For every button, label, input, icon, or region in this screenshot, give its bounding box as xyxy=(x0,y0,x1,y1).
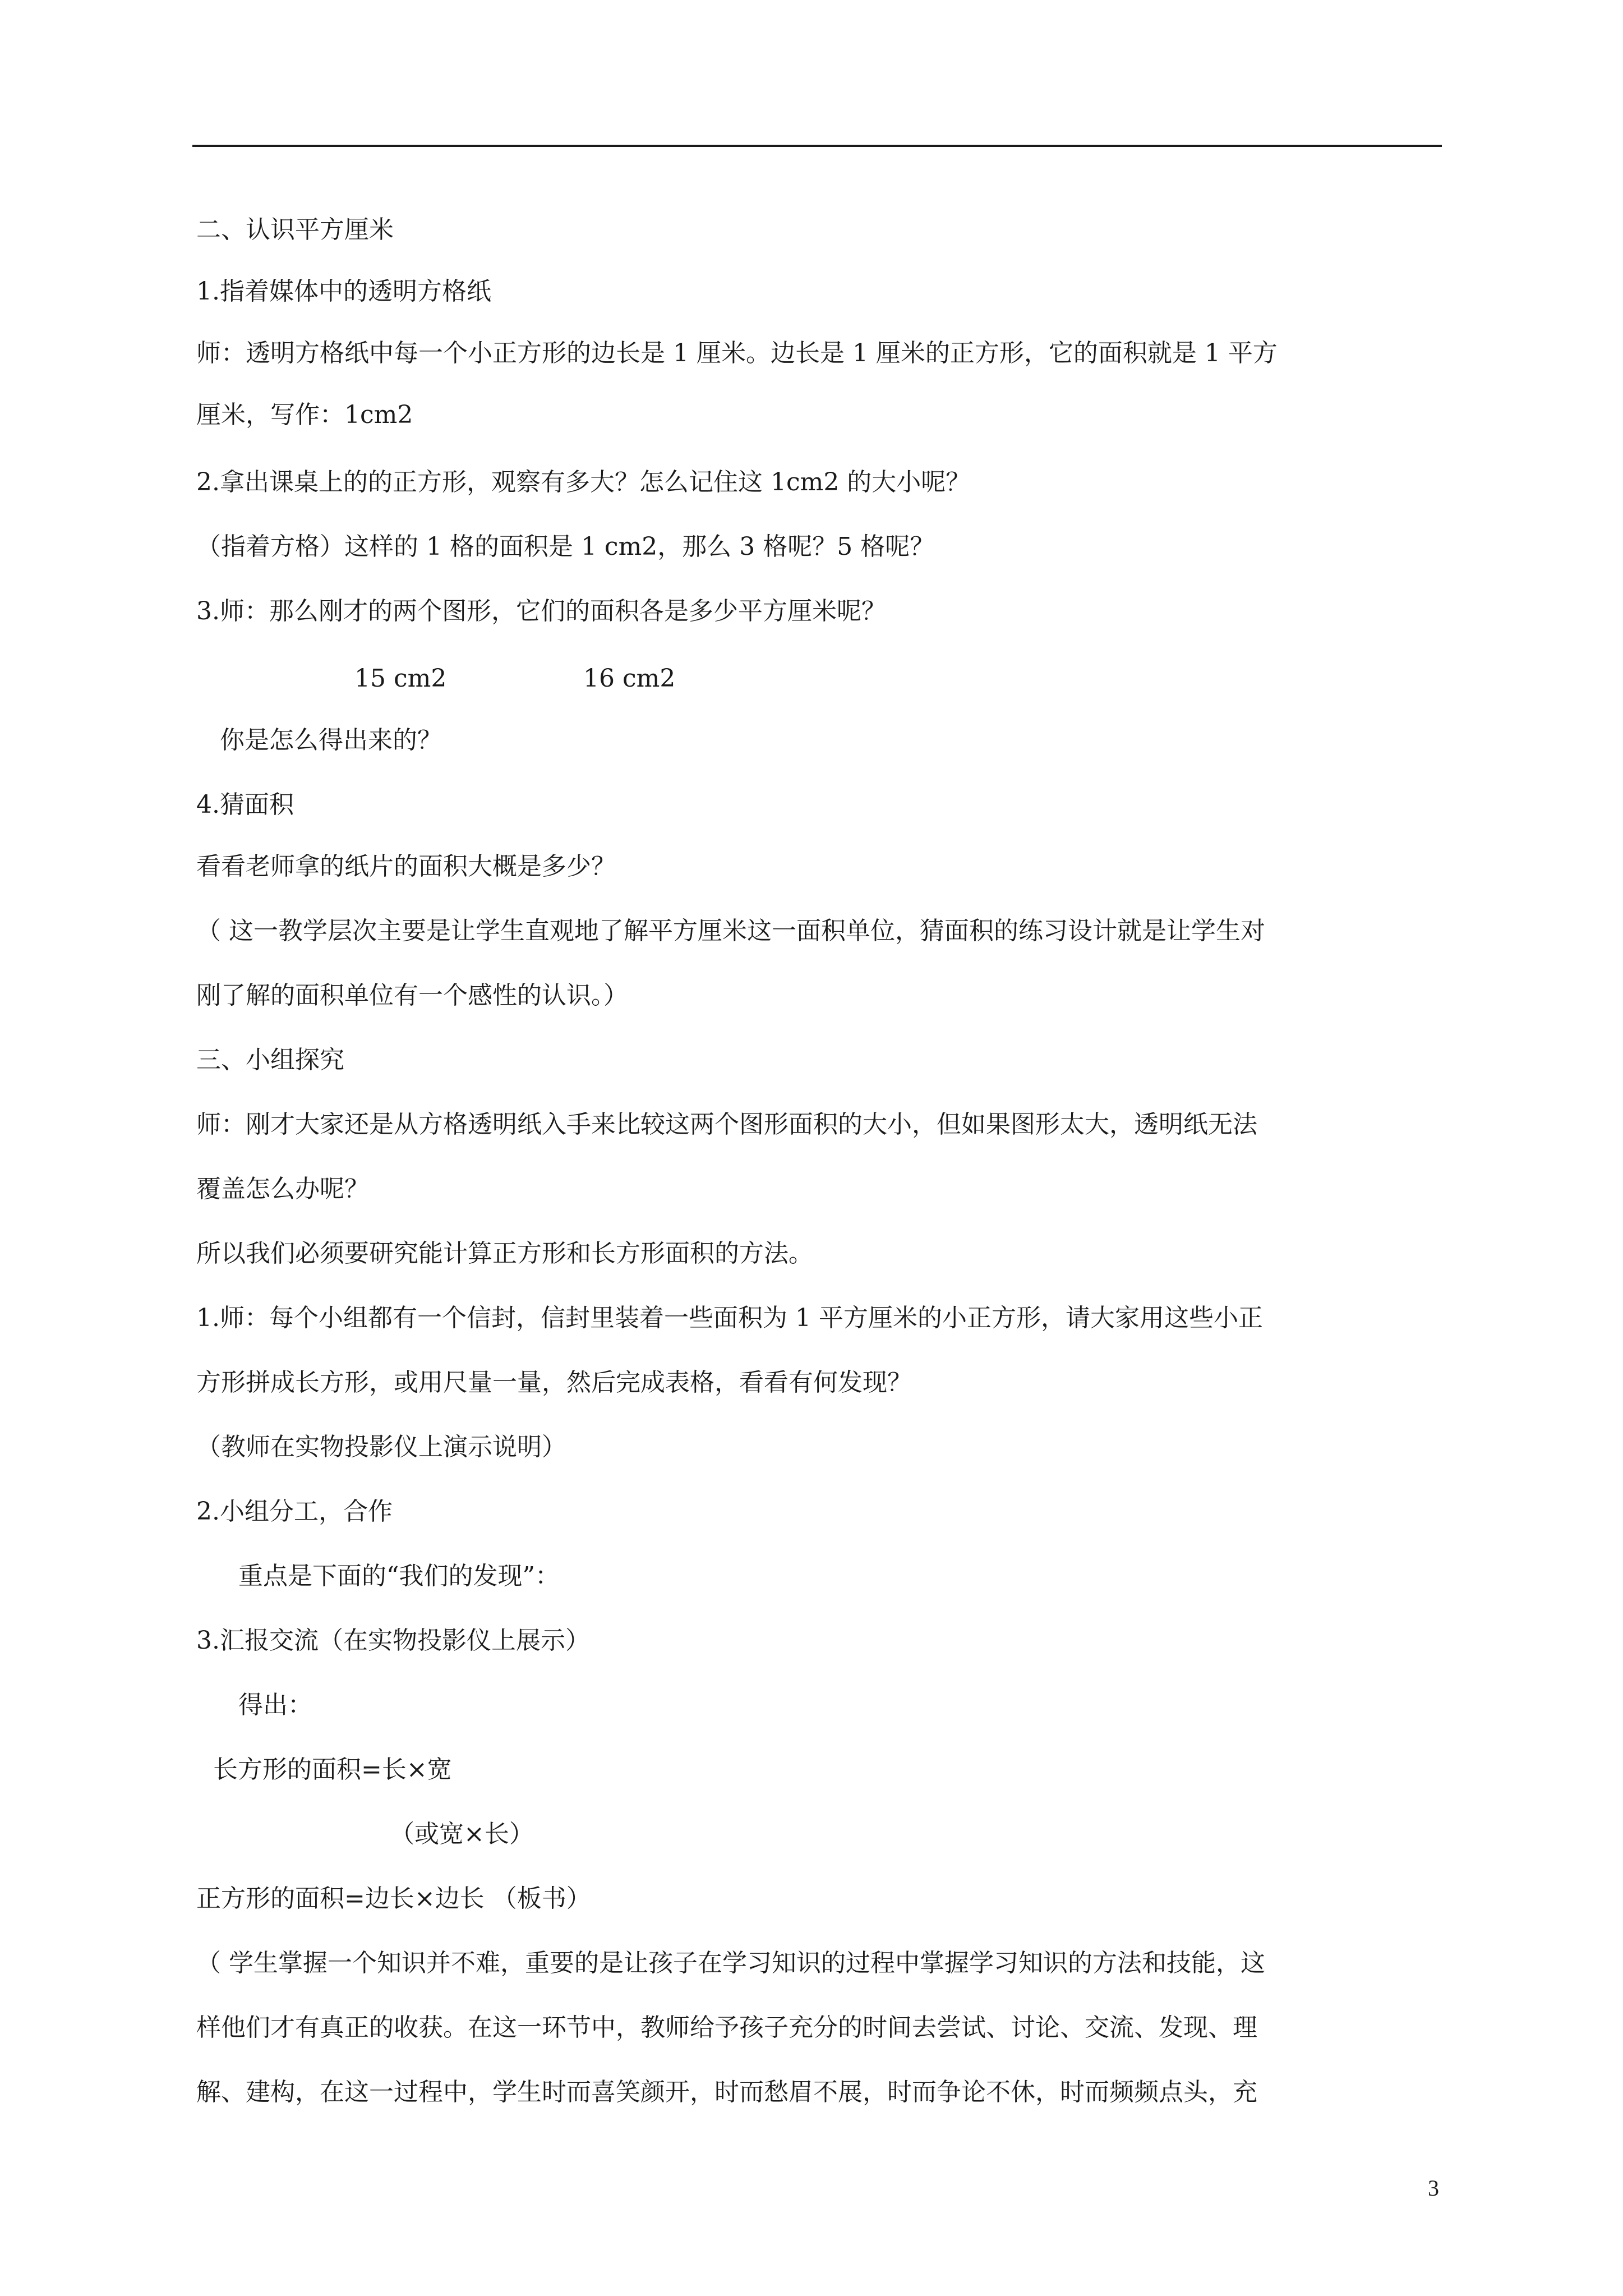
need-method: 所以我们必须要研究能计算正方形和长方形面积的方法。 xyxy=(196,1239,813,1268)
step-3-two-shapes: 3.师：那么刚才的两个图形，它们的面积各是多少平方厘米呢？ xyxy=(196,597,886,625)
header-rule xyxy=(192,145,1442,147)
teacher-question-line-2: 覆盖怎么办呢？ xyxy=(196,1175,369,1203)
step-2-observe-square: 2.拿出课桌上的的正方形，观察有多大？怎么记住这 1cm2 的大小呢？ xyxy=(196,468,971,496)
page-number: 3 xyxy=(1428,2175,1439,2201)
conclusion-label: 得出： xyxy=(238,1691,312,1719)
design-note-line-2: 刚了解的面积单位有一个感性的认识。） xyxy=(196,981,628,1010)
teacher-demo-note: （教师在实物投影仪上演示说明） xyxy=(196,1433,566,1461)
guess-paper-area: 看看老师拿的纸片的面积大概是多少？ xyxy=(196,852,616,881)
step-1-envelope-line-1: 1.师：每个小组都有一个信封，信封里装着一些面积为 1 平方厘米的小正方形，请大家用这些小正 xyxy=(196,1304,1263,1332)
step-4-guess-area: 4.猜面积 xyxy=(196,790,294,819)
reflection-line-3: 解、建构，在这一过程中，学生时而喜笑颜开，时而愁眉不展，时而争论不休，时而频频点头，充 xyxy=(196,2078,1257,2106)
heading-group-inquiry: 三、小组探究 xyxy=(196,1046,344,1074)
teacher-question-line-1: 师：刚才大家还是从方格透明纸入手来比较这两个图形面积的大小，但如果图形太大，透明纸无法 xyxy=(196,1110,1257,1139)
answer-16-cm2: 16 cm2 xyxy=(583,664,676,693)
heading-recognize-square-cm: 二、认识平方厘米 xyxy=(196,215,394,244)
square-area-formula: 正方形的面积=边长×边长 （板书） xyxy=(196,1884,591,1913)
rectangle-area-formula: 长方形的面积=长×宽 xyxy=(213,1755,452,1784)
point-at-grid-question: （指着方格）这样的 1 格的面积是 1 cm2，那么 3 格呢？5 格呢？ xyxy=(196,532,935,561)
reflection-line-1: （ 学生掌握一个知识并不难，重要的是让孩子在学习知识的过程中掌握学习知识的方法和技能，这 xyxy=(196,1949,1265,1977)
rectangle-area-alt: （或宽×长） xyxy=(390,1820,534,1848)
answer-15-cm2: 15 cm2 xyxy=(354,664,447,693)
teacher-explain-line-2: 厘米，写作：1cm2 xyxy=(196,401,413,429)
step-1-envelope-line-2: 方形拼成长方形，或用尺量一量，然后完成表格，看看有何发现？ xyxy=(196,1368,912,1397)
design-note-line-1: （ 这一教学层次主要是让学生直观地了解平方厘米这一面积单位，猜面积的练习设计就是让学生对 xyxy=(196,917,1265,945)
reflection-line-2: 样他们才有真正的收获。在这一环节中，教师给予孩子充分的时间去尝试、讨论、交流、发现、理 xyxy=(196,2013,1257,2042)
step-1-transparent-grid: 1.指着媒体中的透明方格纸 xyxy=(196,277,491,306)
teacher-explain-line-1: 师：透明方格纸中每一个小正方形的边长是 1 厘米。边长是 1 厘米的正方形，它的面积就是 1 平方 xyxy=(196,339,1278,367)
how-did-you-get-it: 你是怎么得出来的？ xyxy=(220,726,442,754)
step-3-report: 3.汇报交流（在实物投影仪上展示） xyxy=(196,1626,590,1655)
our-findings-focus: 重点是下面的“我们的发现”： xyxy=(238,1562,560,1590)
step-2-group-work: 2.小组分工，合作 xyxy=(196,1497,393,1526)
